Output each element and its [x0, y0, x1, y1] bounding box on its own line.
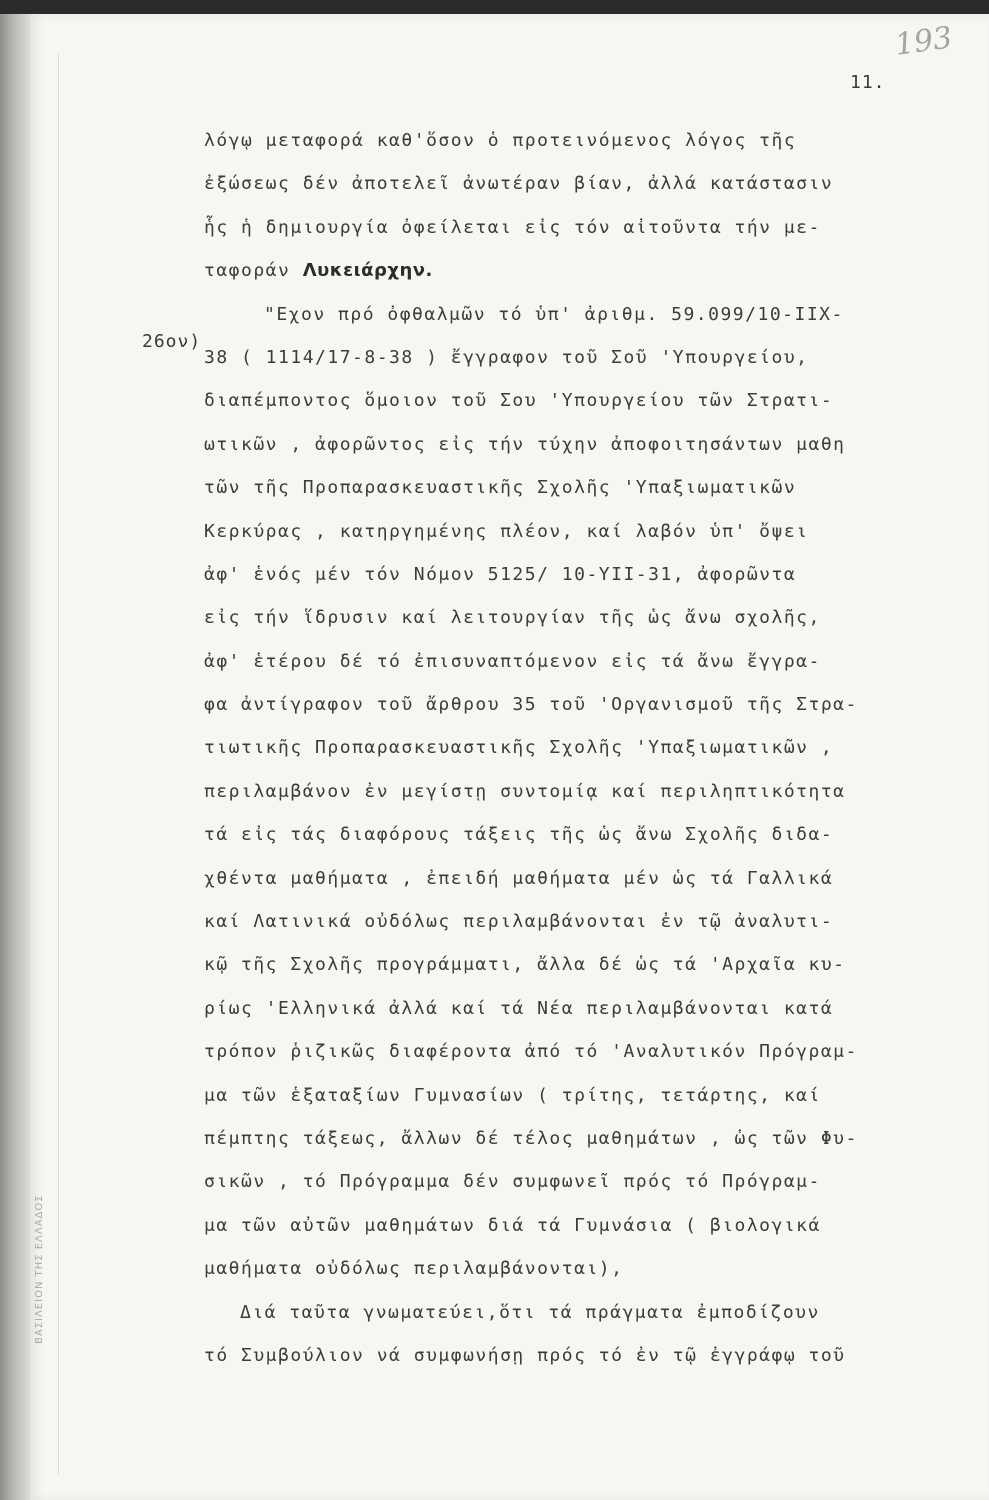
text-line: Διά ταῦτα γνωματεύει,ὅτι τά πράγματα ἐμποδίζουν [240, 1301, 820, 1323]
paragraph-number: 26ον) [142, 331, 202, 352]
text-line: εἰς τήν ἵδρυσιν καί λειτουργίαν τῆς ὡς ἄνω σχολῆς, [204, 607, 821, 629]
text-line: χθέντα μαθήματα , ἐπειδή μαθήματα μέν ὡς τά Γαλλικά [204, 867, 834, 889]
text-line: ωτικῶν , ἀφορῶντος εἰς τήν τύχην ἀποφοιτησάντων μαθη [204, 433, 846, 455]
text-line: μα τῶν αὐτῶν μαθημάτων διά τά Γυμνάσια ( βιολογικά [204, 1214, 821, 1236]
text-line-start: ταφοράν [204, 260, 291, 282]
bleed-through-stamp: ΒΑΣΙΛΕΙΟΝ ΤΗΣ ΕΛΛΑΔΟΣ [34, 1194, 45, 1344]
text-line: τιωτικῆς Προπαρασκευαστικῆς Σχολῆς 'Υπαξιωματικῶν , [204, 737, 834, 759]
text-line: Κερκύρας , κατηργημένης πλέον, καί λαβόν ὑπ' ὄψει [204, 520, 809, 542]
text-line: φα ἀντίγραφον τοῦ ἄρθρου 35 τοῦ 'Οργανισμοῦ τῆς Στρα- [204, 694, 858, 716]
text-line: τῶν τῆς Προπαρασκευαστικῆς Σχολῆς 'Υπαξιωματικῶν [204, 477, 797, 499]
text-line: ἀφ' ἑνός μέν τόν Νόμον 5125/ 10-ΥΙΙ-31, ἀφορῶντα [204, 563, 797, 585]
text-line: τρόπον ῥιζικῶς διαφέροντα ἀπό τό 'Αναλυτικόν Πρόγραμ- [204, 1041, 858, 1063]
text-line: 38 ( 1114/17-8-38 ) ἔγγραφον τοῦ Σοῦ 'Υπουργείου, [204, 346, 809, 368]
text-line: περιλαμβάνον ἐν μεγίστῃ συντομίᾳ καί περιληπτικότητα [204, 780, 846, 802]
text-line: σικῶν , τό Πρόγραμμα δέν συμφωνεῖ πρός τό Πρόγραμ- [204, 1171, 821, 1193]
text-line: μαθήματα οὐδόλως περιλαμβάνονται), [204, 1258, 624, 1280]
text-line: ρίως 'Ελληνικά ἀλλά καί τά Νέα περιλαμβάνονται κατά [204, 997, 834, 1019]
text-line: διαπέμποντος ὅμοιον τοῦ Σου 'Υπουργείου τῶν Στρατι- [204, 390, 834, 412]
margin-rule [58, 54, 59, 1474]
text-line: καί Λατινικά οὐδόλως περιλαμβάνονται ἐν τῷ ἀναλυτι- [204, 911, 834, 933]
text-line: τά εἰς τάς διαφόρους τάξεις τῆς ὡς ἄνω Σχολῆς διδα- [204, 824, 834, 846]
text-line: ἀφ' ἑτέρου δέ τό ἐπισυναπτόμενον εἰς τά ἄνω ἔγγρα- [204, 650, 821, 672]
typed-body-text [204, 119, 964, 1377]
text-line [204, 249, 964, 292]
text-line: τό Συμβούλιον νά συμφωνήσῃ πρός τό ἐν τῷ ἐγγράφῳ τοῦ [204, 1344, 846, 1366]
text-line: κῷ τῆς Σχολῆς προγράμματι, ἄλλα δέ ὡς τά 'Αρχαῖα κυ- [204, 954, 846, 976]
text-line: μα τῶν ἑξαταξίων Γυμνασίων ( τρίτης, τετάρτης, καί [204, 1084, 821, 1106]
text-line: "Εχον πρό ὀφθαλμῶν τό ὑπ' ἀριθμ. 59.099/10-ΙΙΧ- [264, 303, 844, 325]
book-binding-shadow [0, 14, 30, 1500]
handwritten-folio-number: 193 [892, 20, 955, 63]
page-number: 11. [850, 72, 886, 93]
scanner-top-bar [0, 0, 989, 14]
text-line: ἐξώσεως δέν ἀποτελεῖ ἀνωτέραν βίαν, ἀλλά κατάστασιν [204, 173, 834, 195]
text-line: ἧς ἡ δημιουργία ὀφείλεται εἰς τόν αἰτοῦντα τήν με- [204, 216, 821, 238]
handwritten-insert: Λυκειάρχην. [302, 260, 433, 282]
text-line: πέμπτης τάξεως, ἄλλων δέ τέλος μαθημάτων , ὡς τῶν Φυ- [204, 1127, 858, 1149]
text-line: λόγῳ μεταφορά καθ'ὅσον ὁ προτεινόμενος λόγος τῆς [204, 130, 797, 151]
